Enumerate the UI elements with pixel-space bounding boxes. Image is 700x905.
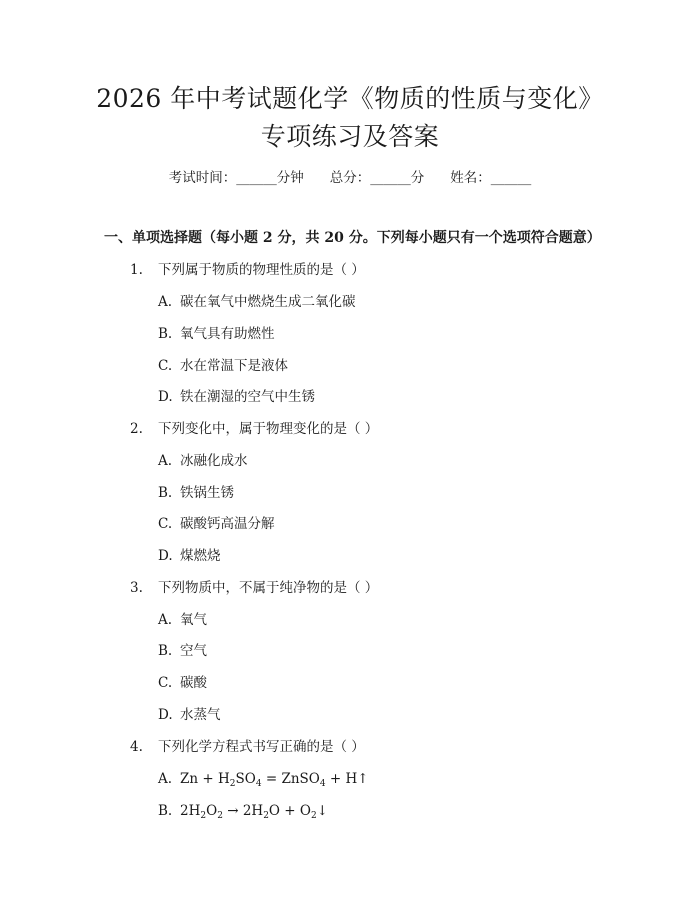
question-1-option-b [158,324,275,344]
option-text: 氧气具有助燃性 [180,326,275,342]
option-letter: B. [158,326,173,342]
option-text: 碳在氧气中燃烧生成二氧化碳 [180,294,356,310]
student-name-field: 姓名：______ [450,170,532,186]
exam-info-line [0,168,700,188]
option-text: 碳酸钙高温分解 [180,516,275,532]
option-text: 铁锅生锈 [180,485,234,501]
question-1-option-c [158,356,288,376]
option-letter: C. [158,358,173,374]
option-letter: C. [158,516,173,532]
question-stem: 下列化学方程式书写正确的是（ ） [158,739,365,755]
option-text: 水蒸气 [180,707,221,723]
question-2-option-a [158,451,248,471]
total-score-field: 总分：______分 [329,170,425,186]
option-letter: C. [158,675,173,691]
option-letter: A. [158,453,173,469]
question-3-option-d [158,705,221,725]
option-letter: B. [158,643,173,659]
question-4 [130,737,365,757]
option-text: 煤燃烧 [180,548,221,564]
question-2-option-b [158,483,234,503]
option-text: 冰融化成水 [180,453,248,469]
option-letter: A. [158,612,173,628]
question-stem: 下列变化中，属于物理变化的是（ ） [158,421,379,437]
question-number: 4. [130,739,143,755]
question-1-option-a [158,292,356,312]
question-number: 3. [130,580,143,596]
question-2-option-c [158,514,275,534]
question-3-option-a [158,610,207,630]
page-subtitle: 专项练习及答案 [260,122,440,151]
option-text: 氧气 [180,612,207,628]
question-3-option-b [158,641,207,661]
chemical-equation: $Zn + H_2SO_4$ = ZnSO$_4$ + H↑ [180,771,369,789]
section-heading: 一、单项选择题（每小题 2 分，共 20 分。下列每小题只有一个选项符合题意） [104,230,601,246]
question-2-option-d [158,546,221,566]
question-1-option-d [158,387,315,407]
question-1 [130,260,365,280]
option-text: 碳酸 [180,675,207,691]
option-letter: B. [158,485,173,501]
question-number: 2. [130,421,143,437]
question-4-option-a [158,769,369,789]
option-letter: D. [158,707,173,723]
question-4-option-b [158,801,328,821]
question-3 [130,578,378,598]
option-letter: B. [158,803,173,819]
option-letter: D. [158,389,173,405]
exam-time-field: 考试时间：______分钟 [168,170,304,186]
option-text: 空气 [180,643,207,659]
question-3-option-c [158,673,207,693]
chemical-equation: $2H_2O_2 \to 2H_2O$ + $O_2↓$ [180,803,328,821]
question-number: 1. [130,262,143,278]
question-2 [130,419,378,439]
question-stem: 下列属于物质的物理性质的是（ ） [158,262,365,278]
option-letter: A. [158,771,173,787]
question-stem: 下列物质中，不属于纯净物的是（ ） [158,580,379,596]
page-title: 2026 年中考试题化学《物质的性质与变化》 [96,84,604,113]
option-letter: A. [158,294,173,310]
option-text: 水在常温下是液体 [180,358,288,374]
option-text: 铁在潮湿的空气中生锈 [180,389,315,405]
option-letter: D. [158,548,173,564]
